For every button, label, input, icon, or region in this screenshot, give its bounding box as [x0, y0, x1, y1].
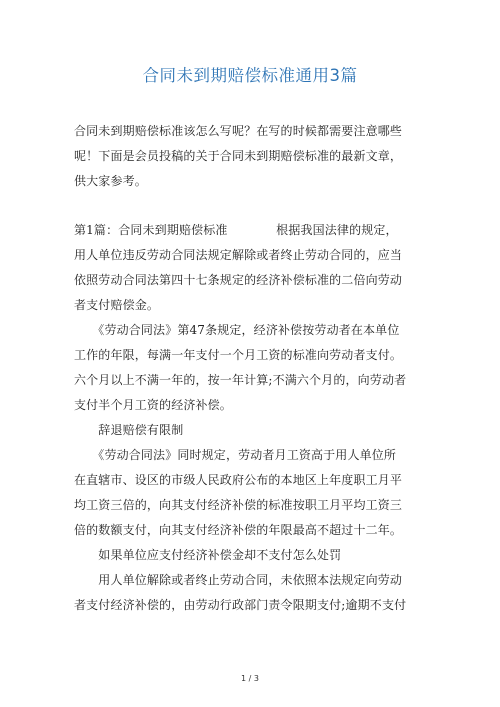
paragraph-line: 倍的数额支付，向其支付经济补偿的年限最高不超过十二年。 [74, 523, 403, 537]
paragraph-line: 者支付经济补偿的，由劳动行政部门责令限期支付;逾期不支付 [74, 598, 407, 612]
paragraph-line: 六个月以上不满一年的，按一年计算;不满六个月的，向劳动者 [74, 373, 407, 387]
paragraph-line: 《劳动合同法》同时规定，劳动者月工资高于用人单位所 [74, 448, 397, 462]
paragraph-line: 供大家参考。 [74, 174, 147, 188]
paragraph-line: 《劳动合同法》第47条规定，经济补偿按劳动者在本单位 [74, 323, 400, 337]
paragraph-line: 用人单位解除或者终止劳动合同，未依照本法规定向劳动 [74, 573, 403, 587]
page-title: 合同未到期赔偿标准通用3篇 [142, 66, 358, 85]
paragraph-line: 依照劳动合同法第四十七条规定的经济补偿标准的二倍向劳动 [74, 273, 403, 287]
paragraph-line: 在直辖市、设区的市级人民政府公布的本地区上年度职工月平 [74, 473, 403, 487]
paragraph-line: 均工资三倍的，向其支付经济补偿的标准按职工月平均工资三 [74, 498, 403, 512]
page-number: 1 / 3 [241, 674, 259, 683]
paragraph-line: 用人单位违反劳动合同法规定解除或者终止劳动合同的，应当 [74, 248, 403, 262]
paragraph-line: 合同未到期赔偿标准该怎么写呢？在写的时候都需要注意哪些 [74, 124, 403, 138]
section-heading: 辞退赔偿有限制 [74, 423, 184, 437]
paragraph-line: 者支付赔偿金。 [74, 298, 160, 312]
paragraph-line: 呢！下面是会员投稿的关于合同未到期赔偿标准的最新文章， [74, 149, 403, 163]
paragraph-line: 支付半个月工资的经济补偿。 [74, 398, 232, 412]
paragraph-line: 工作的年限，每满一年支付一个月工资的标准向劳动者支付。 [74, 348, 403, 362]
paragraph-line: 第1篇：合同未到期赔偿标准 根据我国法律的规定， [74, 223, 398, 237]
section-heading: 如果单位应支付经济补偿金却不支付怎么处罚 [74, 548, 342, 562]
